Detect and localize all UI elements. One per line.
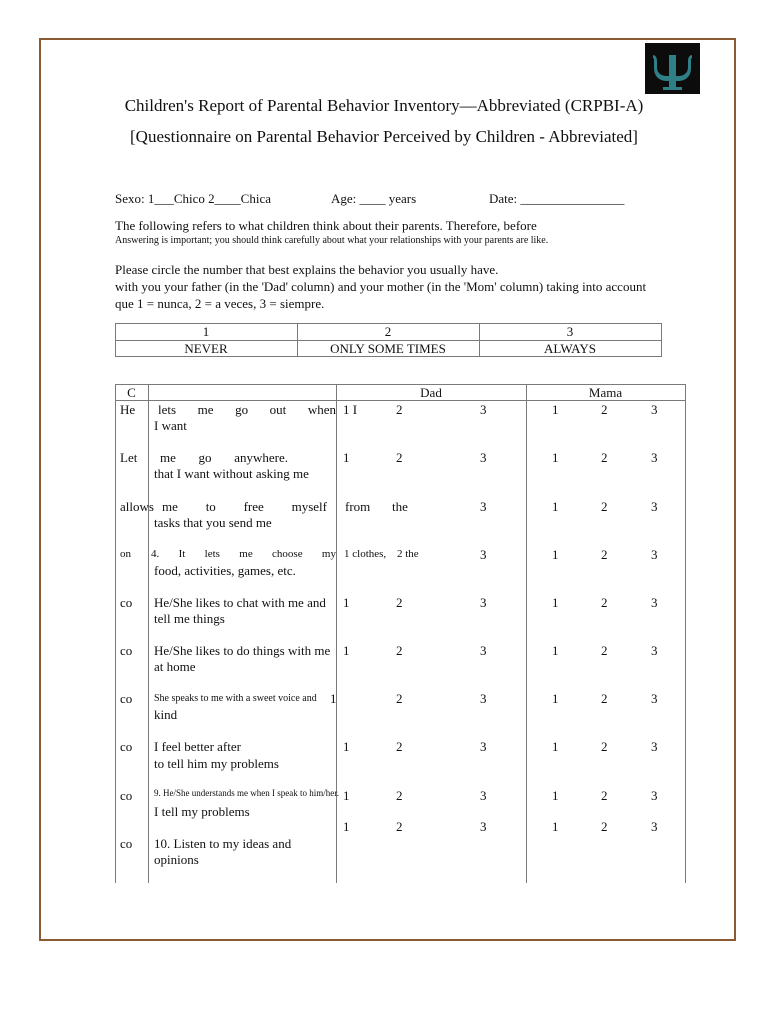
psi-logo: [645, 43, 700, 94]
mama-option-3[interactable]: 3: [651, 691, 658, 706]
mama-option-2[interactable]: 2: [601, 499, 608, 514]
dad-option-2[interactable]: 2 the: [397, 548, 419, 560]
row-prefix: co: [120, 691, 133, 706]
dad-option-3[interactable]: 3: [480, 643, 487, 658]
scale-number-3: 3: [566, 324, 574, 339]
mama-option-1[interactable]: 1: [552, 499, 559, 514]
scale-label-always: ALWAYS: [543, 341, 596, 356]
dad-option-1[interactable]: 1 I: [343, 402, 358, 417]
dad-option-2[interactable]: the: [392, 499, 408, 514]
mama-option-2[interactable]: 2: [601, 739, 608, 754]
row-prefix: Let: [120, 450, 138, 465]
mama-option-1[interactable]: 1: [552, 402, 559, 417]
mama-option-2[interactable]: 2: [601, 402, 608, 417]
dad-option-1[interactable]: 1: [343, 788, 350, 803]
mama-option-3[interactable]: 3: [651, 819, 658, 834]
row-prefix: allows: [120, 499, 154, 514]
page-frame: [39, 38, 736, 941]
mama-option-2[interactable]: 2: [601, 450, 608, 465]
dad-option-3[interactable]: 3: [480, 819, 487, 834]
date-field: Date: ________________: [489, 191, 625, 206]
dad-option-1[interactable]: 1 clothes,: [344, 548, 387, 560]
mama-option-3[interactable]: 3: [651, 499, 658, 514]
dad-option-1[interactable]: from: [345, 499, 371, 514]
sexo-field: Sexo: 1___Chico 2____Chica: [115, 191, 271, 206]
mama-option-1[interactable]: 1: [552, 547, 559, 562]
row-text-2: to tell him my problems: [154, 756, 279, 771]
mama-option-1[interactable]: 1: [552, 739, 559, 754]
mama-option-2[interactable]: 2: [601, 691, 608, 706]
instructions-line-1: Please circle the number that best explains the behavior you usually have.: [115, 262, 499, 277]
row-text-1: lets me go out when: [158, 402, 336, 417]
dad-option-2[interactable]: 2: [396, 402, 403, 417]
age-field: Age: ____ years: [331, 191, 417, 206]
row-text-2: tasks that you send me: [154, 515, 272, 530]
dad-option-3[interactable]: 3: [480, 788, 487, 803]
dad-option-1[interactable]: 1: [343, 450, 350, 465]
scale-label-sometimes: ONLY SOME TIMES: [330, 341, 446, 356]
dad-option-3[interactable]: 3: [480, 595, 487, 610]
instructions-line-3: que 1 = nunca, 2 = a veces, 3 = siempre.: [115, 296, 325, 311]
row-prefix: co: [120, 739, 133, 754]
mama-option-3[interactable]: 3: [651, 739, 658, 754]
mama-option-2[interactable]: 2: [601, 819, 608, 834]
dad-option-2[interactable]: 2: [396, 450, 403, 465]
mama-option-2[interactable]: 2: [601, 788, 608, 803]
mama-option-3[interactable]: 3: [651, 450, 658, 465]
dad-option-2[interactable]: 2: [396, 643, 403, 658]
mama-option-3[interactable]: 3: [651, 788, 658, 803]
psi-icon: [645, 43, 700, 94]
mama-option-1[interactable]: 1: [552, 450, 559, 465]
mama-option-3[interactable]: 3: [651, 595, 658, 610]
row-prefix: on: [120, 548, 131, 560]
row-text-2: tell me things: [154, 611, 225, 626]
dad-option-1[interactable]: 1: [330, 691, 337, 706]
row-text-1: I feel better after: [154, 739, 241, 754]
mama-option-1[interactable]: 1: [552, 595, 559, 610]
row-text-1: He/She likes to chat with me and: [154, 595, 326, 610]
intro-line-2: Answering is important; you should think carefully about what your relationships with your parents are like.: [115, 235, 549, 246]
row-text-1: 10. Listen to my ideas and: [154, 836, 292, 851]
scale-number-1: 1: [202, 324, 210, 339]
row-text-2: food, activities, games, etc.: [154, 563, 296, 578]
row-text-2: at home: [154, 659, 196, 674]
dad-option-3[interactable]: 3: [480, 450, 487, 465]
row-prefix: co: [120, 595, 133, 610]
row-text-2: I want: [154, 418, 187, 433]
row-text-2: I tell my problems: [154, 804, 250, 819]
dad-option-2[interactable]: 2: [396, 788, 403, 803]
mama-option-3[interactable]: 3: [651, 643, 658, 658]
row-prefix: co: [120, 788, 133, 803]
dad-option-2[interactable]: 2: [396, 595, 403, 610]
scale-label-never: NEVER: [184, 341, 228, 356]
row-text-1: me to free myself: [162, 499, 327, 514]
row-text-1: She speaks to me with a sweet voice and: [154, 693, 317, 704]
page-subtitle: [Questionnaire on Parental Behavior Perceived by Children - Abbreviated]: [130, 127, 638, 146]
dad-option-1[interactable]: 1: [343, 595, 350, 610]
mama-option-2[interactable]: 2: [601, 643, 608, 658]
row-text-1: 9. He/She understands me when I speak to him/her.: [154, 788, 339, 798]
dad-option-3[interactable]: 3: [480, 547, 487, 562]
dad-option-2[interactable]: 2: [396, 819, 403, 834]
dad-option-2[interactable]: 2: [396, 739, 403, 754]
row-text-2: that I want without asking me: [154, 466, 309, 481]
row-text-2: kind: [154, 707, 178, 722]
mama-option-1[interactable]: 1: [552, 788, 559, 803]
row-text-1: me go anywhere.: [160, 450, 288, 465]
intro-line-1: The following refers to what children think about their parents. Therefore, before: [115, 218, 537, 233]
scale-number-2: 2: [384, 324, 392, 339]
dad-option-2[interactable]: 2: [396, 691, 403, 706]
dad-option-3[interactable]: 3: [480, 739, 487, 754]
row-prefix: co: [120, 836, 133, 851]
dad-option-3[interactable]: 3: [480, 691, 487, 706]
col-header-mama: Mama: [588, 385, 623, 400]
mama-option-1[interactable]: 1: [552, 691, 559, 706]
dad-option-1[interactable]: 1: [343, 643, 350, 658]
instructions-line-2: with you your father (in the 'Dad' column) and your mother (in the 'Mom' column) taking into account: [115, 279, 647, 294]
mama-option-2[interactable]: 2: [601, 547, 608, 562]
mama-option-1[interactable]: 1: [552, 819, 559, 834]
row-prefix: He: [120, 402, 136, 417]
dad-option-3[interactable]: 3: [480, 499, 487, 514]
dad-option-1[interactable]: 1: [343, 739, 350, 754]
mama-option-3[interactable]: 3: [651, 402, 658, 417]
row-text-2: opinions: [154, 852, 199, 867]
dad-option-3[interactable]: 3: [480, 402, 487, 417]
row-text-1: 4. It lets me choose my: [151, 548, 336, 560]
col-header-dad: Dad: [420, 385, 442, 400]
mama-option-2[interactable]: 2: [601, 595, 608, 610]
page-title: Children's Report of Parental Behavior Inventory—Abbreviated (CRPBI-A): [124, 96, 644, 115]
row-text-1: He/She likes to do things with me: [154, 643, 331, 658]
mama-option-1[interactable]: 1: [552, 643, 559, 658]
col-header-c: C: [127, 385, 136, 400]
row-prefix: co: [120, 643, 133, 658]
mama-option-3[interactable]: 3: [651, 547, 658, 562]
dad-option-1[interactable]: 1: [343, 819, 350, 834]
